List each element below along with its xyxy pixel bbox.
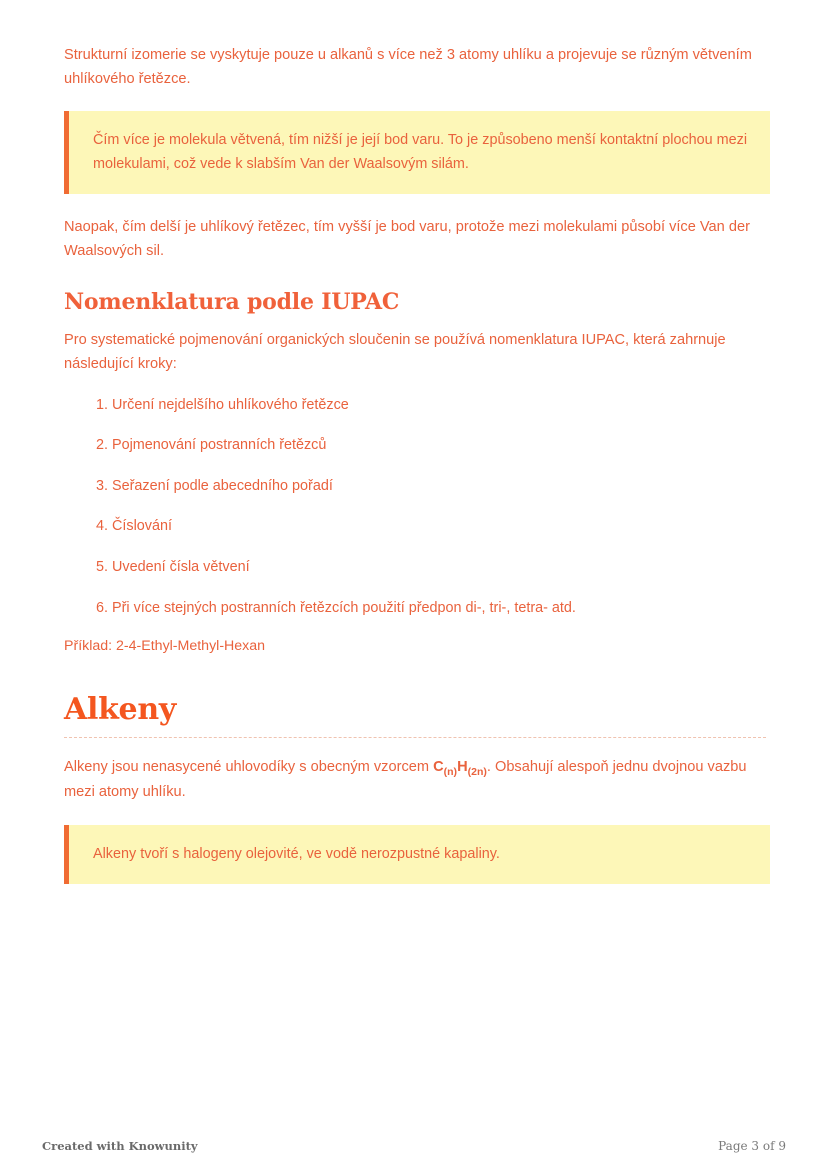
list-item: 1. Určení nejdelšího uhlíkového řetězce	[112, 395, 766, 417]
chapter-divider	[64, 737, 766, 738]
footer-credit: Created with Knowunity	[42, 1139, 198, 1153]
alkeny-lead-text: Alkeny jsou nenasycené uhlovodíky s obecným vzorcem	[64, 759, 434, 776]
formula-hydrogen-subscript: (2n)	[467, 766, 487, 779]
list-item: 2. Pojmenování postranních řetězců	[112, 435, 766, 457]
formula-carbon: C	[433, 759, 444, 776]
list-item: 4. Číslování	[112, 516, 766, 538]
intro-paragraph: Strukturní izomerie se vyskytuje pouze u alkanů s více než 3 atomy uhlíku a projevuje se různým větvením uhlíkového řetězce.	[64, 47, 752, 87]
callout-box-branching	[64, 111, 770, 194]
formula-carbon-subscript: (n)	[443, 766, 458, 779]
list-item: 3. Seřazení podle abecedního pořadí	[112, 476, 766, 498]
alkeny-tail-text: . Obsahují alespoň jednu dvojnou vazbu mezi atomy uhlíku.	[64, 759, 747, 801]
example-text: Příklad: 2-4-Ethyl-Methyl-Hexan	[64, 638, 266, 655]
chapter-heading-alkeny: Alkeny	[64, 692, 176, 728]
callout-box-halogens	[64, 825, 770, 884]
page-footer	[0, 1111, 828, 1171]
paragraph-chain-length: Naopak, čím delší je uhlíkový řetězec, tím vyšší je bod varu, protože mezi molekulami působí více Van der Waalsových sil.	[64, 218, 750, 259]
formula-hydrogen: H	[457, 759, 468, 776]
section-heading-iupac: Nomenklatura podle IUPAC	[64, 289, 400, 316]
callout-text: Alkeny tvoří s halogeny olejovité, ve vodě nerozpustné kapaliny.	[93, 845, 500, 862]
footer-page-number: Page 3 of 9	[718, 1139, 786, 1153]
section-intro-paragraph: Pro systematické pojmenování organických sloučenin se používá nomenklatura IUPAC, která zahrnuje následující kroky:	[64, 332, 726, 372]
list-item: 5. Uvedení čísla větvení	[112, 557, 766, 579]
callout-text: Čím více je molekula větvená, tím nižší je její bod varu. To je způsobeno menší kontaktní plochou mezi molekulami, což vede k slabším Van der Waalsovým silám.	[93, 132, 748, 172]
chemical-formula	[433, 759, 487, 779]
alkeny-paragraph	[64, 756, 766, 805]
list-item: 6. Při více stejných postranních řetězcích použití předpon di-, tri-, tetra- atd.	[112, 598, 766, 620]
iupac-steps-list	[64, 395, 766, 620]
